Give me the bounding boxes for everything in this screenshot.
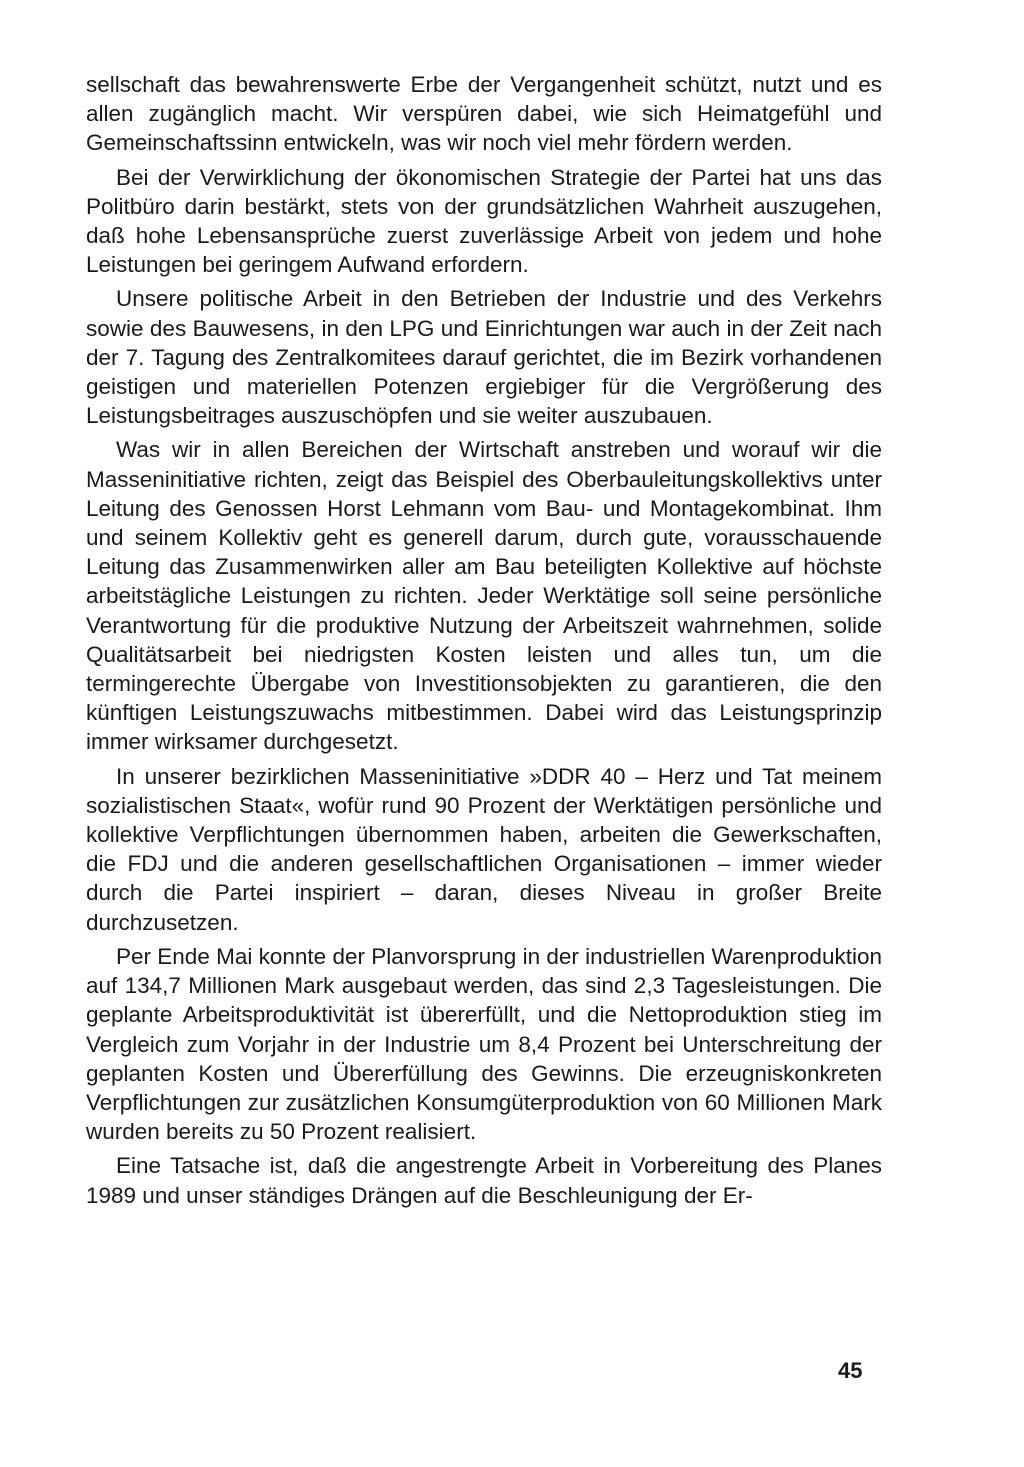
paragraph: In unserer bezirklichen Masseninitiative »DDR 40 – Herz und Tat meinem sozialistischen Staat«, wofür rund 90 Prozent der Werktätigen persönliche und kollektive Verpflichtungen übernommen haben, arbeiten die Gewerkschaften, die FDJ und die anderen gesellschaftlichen Organisationen – immer wieder durch die Partei inspiriert – daran, dieses Niveau in großer Breite durchzusetzen. — [86, 763, 882, 935]
body-text — [86, 70, 882, 1215]
paragraph: Eine Tatsache ist, daß die angestrengte Arbeit in Vorbereitung des Planes 1989 und unser ständiges Drängen auf die Beschleunigung der Er- — [86, 1153, 882, 1208]
paragraph: Unsere politische Arbeit in den Betrieben der Industrie und des Verkehrs sowie des Bauwesens, in den LPG und Einrichtungen war auch in der Zeit nach der 7. Tagung des Zentralkomitees darauf gerichtet, die im Bezirk vorhandenen geistigen und materiellen Potenzen ergiebiger für die Vergrößerung des Leistungsbeitrages auszuschöpfen und sie weiter auszubauen. — [86, 286, 882, 429]
page-number: 45 — [838, 1358, 863, 1383]
paragraph: sellschaft das bewahrenswerte Erbe der Vergangenheit schützt, nutzt und es allen zugänglich macht. Wir verspüren dabei, wie sich Heimatgefühl und Gemeinschaftssinn entwickeln, was wir noch viel mehr fördern werden. — [86, 72, 882, 156]
paragraph: Bei der Verwirklichung der ökonomischen Strategie der Partei hat uns das Politbüro darin bestärkt, stets von der grundsätzlichen Wahrheit auszugehen, daß hohe Lebensansprüche zuerst zuverlässige Arbeit von jedem und hohe Leistungen bei geringem Aufwand erfordern. — [86, 164, 882, 278]
paragraph: Per Ende Mai konnte der Planvorsprung in der industriellen Warenproduktion auf 134,7 Millionen Mark ausgebaut werden, das sind 2,3 Tagesleistungen. Die geplante Arbeitsproduktivität ist übererfüllt, und die Nettoproduktion stieg im Vergleich zum Vorjahr in der Industrie um 8,4 Prozent bei Unterschreitung der geplanten Kosten und Übererfüllung des Gewinns. Die erzeugniskonkreten Verpflichtungen zur zusätzlichen Konsumgüterproduktion von 60 Millionen Mark wurden bereits zu 50 Prozent realisiert. — [86, 943, 882, 1145]
paragraph: Was wir in allen Bereichen der Wirtschaft anstreben und worauf wir die Masseninitiative richten, zeigt das Beispiel des Oberbauleitungskollektivs unter Leitung des Genossen Horst Lehmann vom Bau- und Montagekombinat. Ihm und seinem Kollektiv geht es generell darum, durch gute, vorausschauende Leitung das Zusammenwirken aller am Bau beteiligten Kollektive auf höchste arbeitstägliche Leistungen zu richten. Jeder Werktätige soll seine persönliche Verantwortung für die produktive Nutzung der Arbeitszeit wahrnehmen, solide Qualitätsarbeit bei niedrigsten Kosten leisten und alles tun, um die termingerechte Übergabe von Investitionsobjekten zu garantieren, die den künftigen Leistungszuwachs mitbestimmen. Dabei wird das Leistungsprinzip immer wirksamer durchgesetzt. — [86, 437, 882, 755]
